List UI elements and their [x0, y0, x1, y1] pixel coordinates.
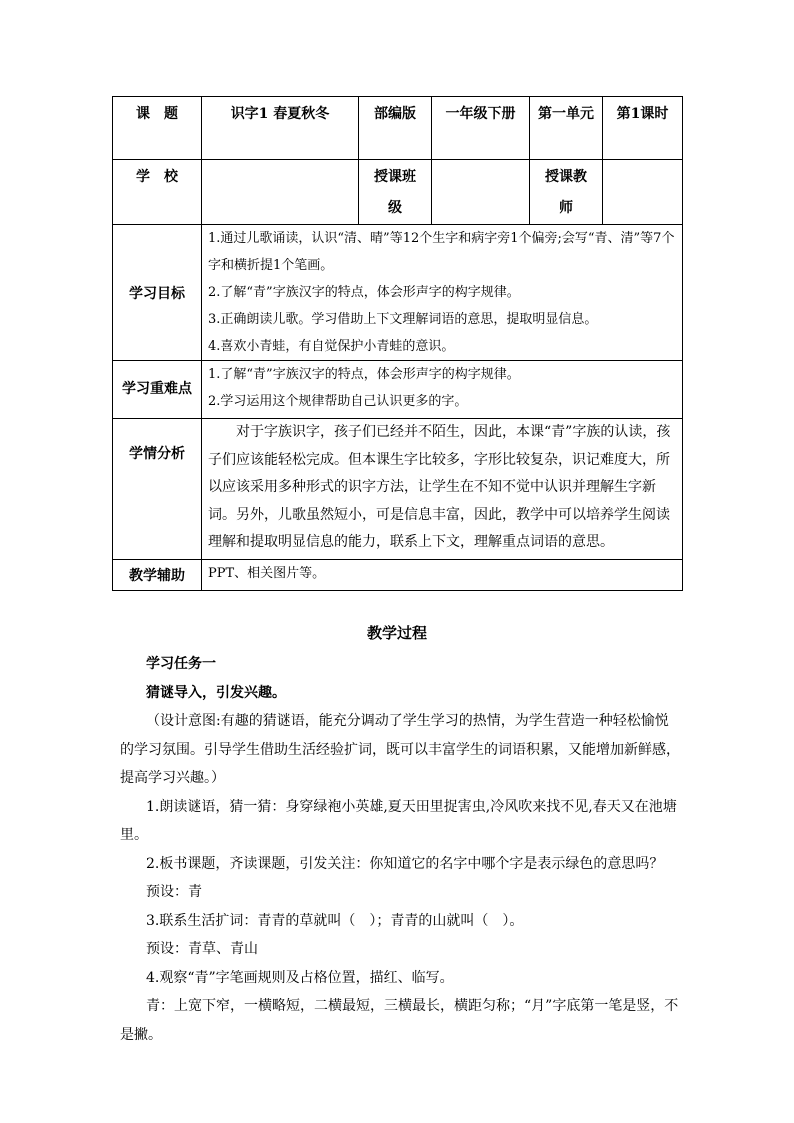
step-note	[120, 992, 682, 1049]
step-text: 2.板书课题，齐读课题，引发关注：你知道它的名字中哪个字是表示绿色的意思吗？	[146, 855, 664, 872]
process-title: 教学过程	[366, 624, 427, 642]
analysis-text: 对于字族识字，孩子们已经并不陌生，因此，本课“青”字族的认读，孩子们应该能轻松完成。但本课生字比较多，字形比较复杂，识记难度大，所以应该采用多种形式的识字方法，让学生在不知不觉中认识并理解生字新词。另外，儿歌虽然短小，可是信息丰富，因此，教学中可以培养学生阅读理解和提取明显信息的能力，联系上下文，理解重点词语的意思。	[208, 424, 671, 550]
aids-content: PPT、相关图片等。	[202, 560, 683, 591]
goal-item: 4.喜欢小青蛙，有自觉保护小青蛙的意识。	[208, 339, 455, 354]
design-note-text: （设计意图:有趣的猜谜语，能充分调动了学生学习的热情，为学生营造一种轻松愉悦的学习氛围。引导学生借助生活经验扩词，既可以丰富学生的词语积累，又能增加新鲜感，提高学习兴趣。）	[120, 713, 680, 786]
teacher-value	[603, 160, 683, 225]
goals-label: 学习目标	[113, 225, 202, 361]
preset-2: 预设：青草、青山	[146, 941, 258, 957]
step-text: 青：上宽下窄，一横略短，二横最短，三横最长，横距匀称；“月”字底第一笔是竖，不是撇。	[120, 998, 679, 1043]
step-3: 3.联系生活扩词：青青的草就叫（ ）；青青的山就叫（ ）。	[146, 912, 524, 929]
key-point-item: 2.学习运用这个规律帮助自己认识更多的字。	[208, 394, 468, 409]
unit: 第一单元	[530, 97, 603, 160]
key-point-item: 1.了解“青”字族汉字的特点，体会形声字的构字规律。	[208, 367, 520, 382]
lesson-label: 课 题	[113, 97, 202, 160]
goal-item: 1.通过儿歌诵读，认识“清、晴”等12个生字和病字旁1个偏旁;会写“青、清”等7个字和横折提1个笔画。	[208, 231, 675, 273]
analysis-content	[202, 419, 683, 560]
class-value	[432, 160, 530, 225]
task-heading: 学习任务一	[146, 656, 216, 672]
key-points-label: 学习重难点	[113, 361, 202, 419]
process-content	[120, 650, 682, 1049]
period: 第1课时	[603, 97, 683, 160]
preset-1: 预设：青	[146, 884, 202, 900]
lesson-plan-table	[112, 96, 683, 591]
goal-item: 3.正确朗读儿歌。学习借助上下文理解词语的意思，提取明显信息。	[208, 312, 598, 327]
teacher-label: 授课教师	[530, 160, 603, 225]
goal-item: 2.了解“青”字族汉字的特点，体会形声字的构字规律。	[208, 285, 520, 300]
lesson-title: 识字1 春夏秋冬	[202, 97, 359, 160]
step-text: 1.朗读谜语，猜一猜：身穿绿袍小英雄,夏天田里捉害虫,冷风吹来找不见,春天又在池塘里。	[120, 798, 677, 843]
task-subtitle: 猜谜导入，引发兴趣。	[146, 684, 286, 701]
aids-label: 教学辅助	[113, 560, 202, 591]
school-label: 学 校	[113, 160, 202, 225]
class-label: 授课班级	[359, 160, 432, 225]
edition: 部编版	[359, 97, 432, 160]
step-4: 4.观察“青”字笔画规则及占格位置，描红、临写。	[146, 969, 454, 986]
step-1	[120, 793, 682, 850]
grade: 一年级下册	[432, 97, 530, 160]
school-value	[202, 160, 359, 225]
design-note	[120, 707, 682, 793]
analysis-label: 学情分析	[113, 419, 202, 560]
goals-content	[202, 225, 683, 361]
key-points-content	[202, 361, 683, 419]
step-2	[120, 850, 682, 879]
